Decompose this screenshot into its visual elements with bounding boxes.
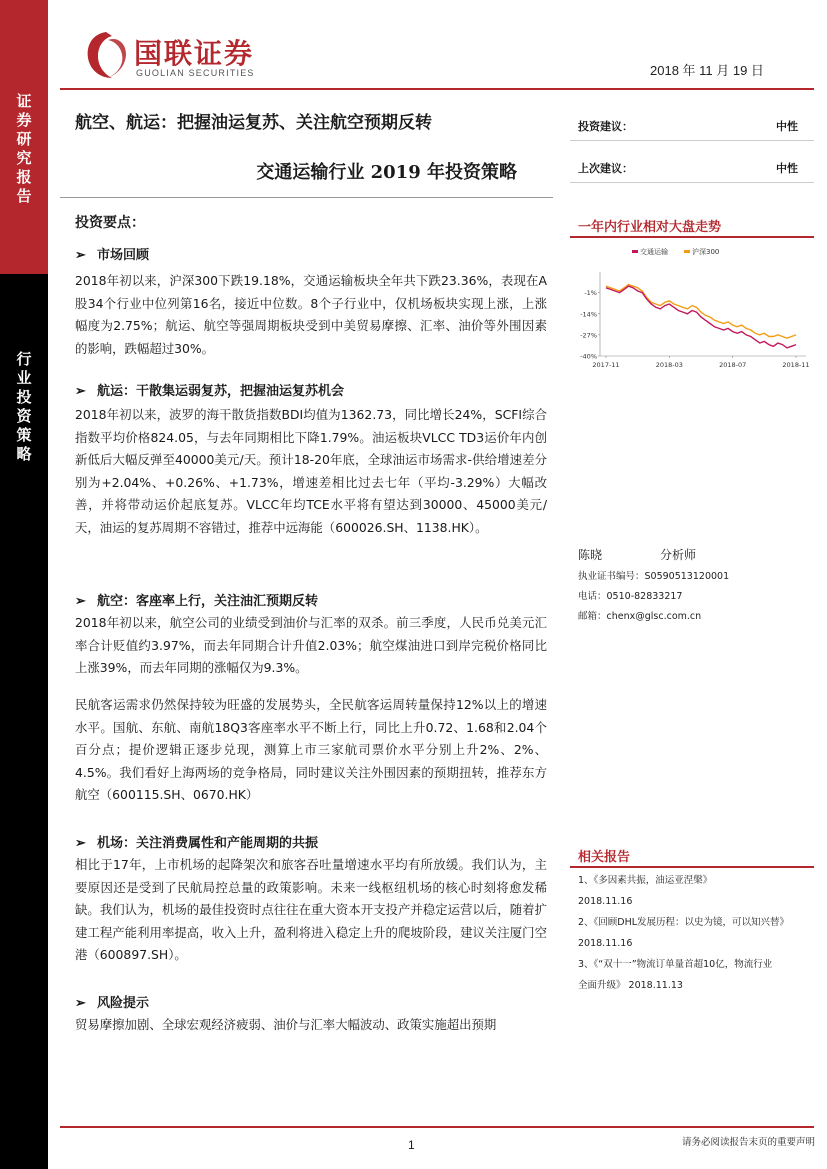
related-reports-underline: [570, 866, 814, 868]
x-tick-label: 2018-03: [655, 361, 683, 369]
legend-swatch: [684, 250, 690, 253]
series-line: [606, 286, 796, 348]
key-points-title: 投资要点：: [75, 215, 145, 231]
bullet-arrow-icon: ➢: [75, 248, 86, 263]
report-date: 2018 年 11 月 19 日: [650, 63, 764, 78]
x-tick-label: 2018-07: [719, 361, 747, 369]
section-paragraph: 2018年初以来，沪深300下跌19.18%，交通运输板块全年共下跌23.36%，表现在A股34个行业中位列第16名，接近中位数。8个子行业中，仅机场板块实现上涨，上涨幅度为2.75%；航运、航空等强周期板块受到中美贸易摩擦、汇率、油价等外围因素的影响，跌幅超过30%。: [75, 273, 547, 356]
section-paragraph: 2018年初以来，波罗的海干散货指数BDI均值为1362.73，同比增长24%，SCFI综合指数平均价格824.05，与去年同期相比下降1.79%。油运板块VLCC TD3运价年内创新低后大幅反弹至40000美元/天。预计18-20年底，全球油运市场需求-供给增速差分别为+2.04%、+0.26%、+1.73%，增速差相比过去七年（平均-3.29%）大幅改善，并将带动运价起底复苏。VLCC年均TCE水平将有望达到30000、45000美元/天，油运的复苏周期不容错过，推荐中远海能（600026.SH、1138.HK）。: [75, 407, 547, 535]
series-line: [606, 285, 796, 339]
chart-title: 一年内行业相对大盘走势: [578, 220, 722, 235]
footer-disclaimer: 请务必阅读报告末页的重要声明: [681, 1137, 815, 1148]
section-paragraph: 贸易摩擦加剧、全球宏观经济疲弱、油价与汇率大幅波动、政策实施超出预期: [75, 1017, 497, 1032]
section-heading: [75, 832, 318, 851]
company-logo: [84, 30, 304, 82]
related-reports-title: 相关报告: [578, 850, 631, 865]
analyst-email: [578, 608, 701, 622]
footer-divider: [60, 1126, 814, 1128]
sidebar-label-char: 业: [16, 369, 32, 387]
report-subtitle: 交通运输行业 2019 年投资策略: [256, 162, 517, 183]
section-heading-text: 机场：关注消费属性和产能周期的共振: [97, 836, 319, 851]
legend-label: 沪深300: [692, 248, 720, 256]
sidebar-label-char: 投: [16, 388, 32, 406]
rating-divider: [570, 140, 814, 141]
y-tick-label: -40%: [580, 352, 597, 361]
sidebar-label-report-type: [14, 92, 34, 206]
report-title: 航空、航运：把握油运复苏、关注航空预期反转: [75, 113, 432, 133]
analyst-cert-value: S0590513120001: [644, 571, 730, 582]
section-heading: [75, 244, 149, 263]
related-report-title[interactable]: 2、《回顾DHL发展历程：以史为镜，可以知兴替》: [578, 917, 790, 928]
sidebar-label-char: 券: [16, 111, 32, 129]
y-tick-label: -14%: [580, 310, 597, 319]
related-report-title-continued[interactable]: [578, 975, 810, 996]
sidebar-label-category: [14, 350, 34, 464]
x-tick-label: 2018-11: [782, 361, 810, 369]
sidebar-label-char: 研: [16, 130, 32, 148]
chart-title-underline: [570, 236, 814, 238]
related-report-title-line2: 全面升级》: [578, 980, 626, 991]
related-report-date: 2018.11.16: [578, 896, 633, 907]
analyst-phone-label: 电话：: [578, 591, 607, 602]
analyst-email-value: chenx@glsc.com.cn: [606, 611, 702, 622]
sidebar-label-char: 究: [16, 149, 32, 167]
bullet-arrow-icon: ➢: [75, 836, 86, 851]
bullet-arrow-icon: ➢: [75, 996, 86, 1011]
sidebar-label-char: 策: [16, 426, 32, 444]
rating-previous-label: 上次建议：: [578, 162, 633, 175]
analyst-phone: [578, 588, 682, 602]
related-report-title[interactable]: 1、《多因素共振，油运亚涅槃》: [578, 875, 713, 886]
y-tick-label: -1%: [584, 289, 597, 298]
y-tick-label: -27%: [580, 331, 597, 340]
related-report-date: 2018.11.16: [578, 938, 633, 949]
sidebar-label-char: 行: [16, 350, 32, 368]
legend-swatch: [632, 250, 638, 253]
section-paragraph: 民航客运需求仍然保持较为旺盛的发展势头，全民航客运周转量保持12%以上的增速水平。国航、东航、南航18Q3客座率水平不断上行，同比上升0.72、1.68和2.04个百分点；提价逻辑正逐步兑现，测算上市三家航司票价水平分别上升2%、2%、4.5%。我们看好上海两场的竞争格局，同时建议关注外围因素的预期扭转，推荐东方航空（600115.SH、0670.HK）: [75, 697, 547, 803]
header-divider: [60, 88, 814, 90]
logo-english-name: GUOLIAN SECURITIES: [136, 68, 255, 78]
sidebar-label-char: 资: [16, 407, 32, 425]
rating-current-value: 中性: [776, 120, 798, 133]
legend-label: 交通运输: [640, 248, 668, 256]
sidebar-label-char: 略: [16, 445, 32, 463]
bullet-arrow-icon: ➢: [75, 384, 86, 399]
analyst-role: 分析师: [660, 548, 697, 562]
section-paragraph: 2018年初以来，航空公司的业绩受到油价与汇率的双杀。前三季度，人民币兑美元汇率合计贬值约3.97%，而去年同期合计升值2.03%；航空煤油进口到岸完税价格同比上涨39%，而去年同期的涨幅仅为9.3%。: [75, 615, 547, 676]
section-heading-text: 航空：客座率上行，关注油汇预期反转: [97, 594, 319, 609]
section-heading: [75, 590, 318, 609]
x-tick-label: 2017-11: [592, 361, 620, 369]
section-heading: [75, 992, 149, 1011]
logo-chinese-name: 国联证券: [134, 37, 255, 70]
page-number: 1: [408, 1138, 415, 1152]
related-report-date: 2018.11.13: [628, 980, 683, 991]
section-paragraph: 相比于17年，上市机场的起降架次和旅客吞吐量增速水平均有所放缓。我们认为，主要原因还是受到了民航局控总量的政策影响。未来一线枢纽机场的核心时刻将愈发稀缺。我们认为，机场的最佳投资时点往往在重大资本开支投产并稳定运营以后，随着扩建工程产能利用率提高，收入上升，盈利将进入稳定上升的爬坡阶段，建议关注厦门空港（600897.SH）。: [75, 857, 547, 963]
title-divider: [60, 197, 553, 198]
rating-divider: [570, 182, 814, 183]
logo-mark-icon: [84, 30, 128, 80]
sidebar-label-char: 报: [16, 168, 32, 186]
section-heading-text: 市场回顾: [97, 248, 150, 263]
section-heading: [75, 380, 344, 399]
analyst-cert-label: 执业证书编号：: [578, 571, 645, 582]
section-heading-text: 风险提示: [97, 996, 150, 1011]
analyst-name: 陈晓: [578, 548, 603, 562]
section-heading-text: 航运：干散集运弱复苏，把握油运复苏机会: [97, 384, 345, 399]
relative-performance-chart: [570, 242, 814, 378]
related-report-title[interactable]: 3、《“双十一”物流订单量首超10亿，物流行业: [578, 959, 773, 970]
analyst-cert: [578, 568, 729, 582]
bullet-arrow-icon: ➢: [75, 594, 86, 609]
analyst-email-label: 邮箱：: [578, 611, 607, 622]
sidebar-label-char: 证: [16, 92, 32, 110]
rating-previous-value: 中性: [776, 162, 798, 175]
analyst-phone-value: 0510-82833217: [606, 591, 683, 602]
rating-current-label: 投资建议：: [578, 120, 633, 133]
sidebar-label-char: 告: [16, 187, 32, 205]
